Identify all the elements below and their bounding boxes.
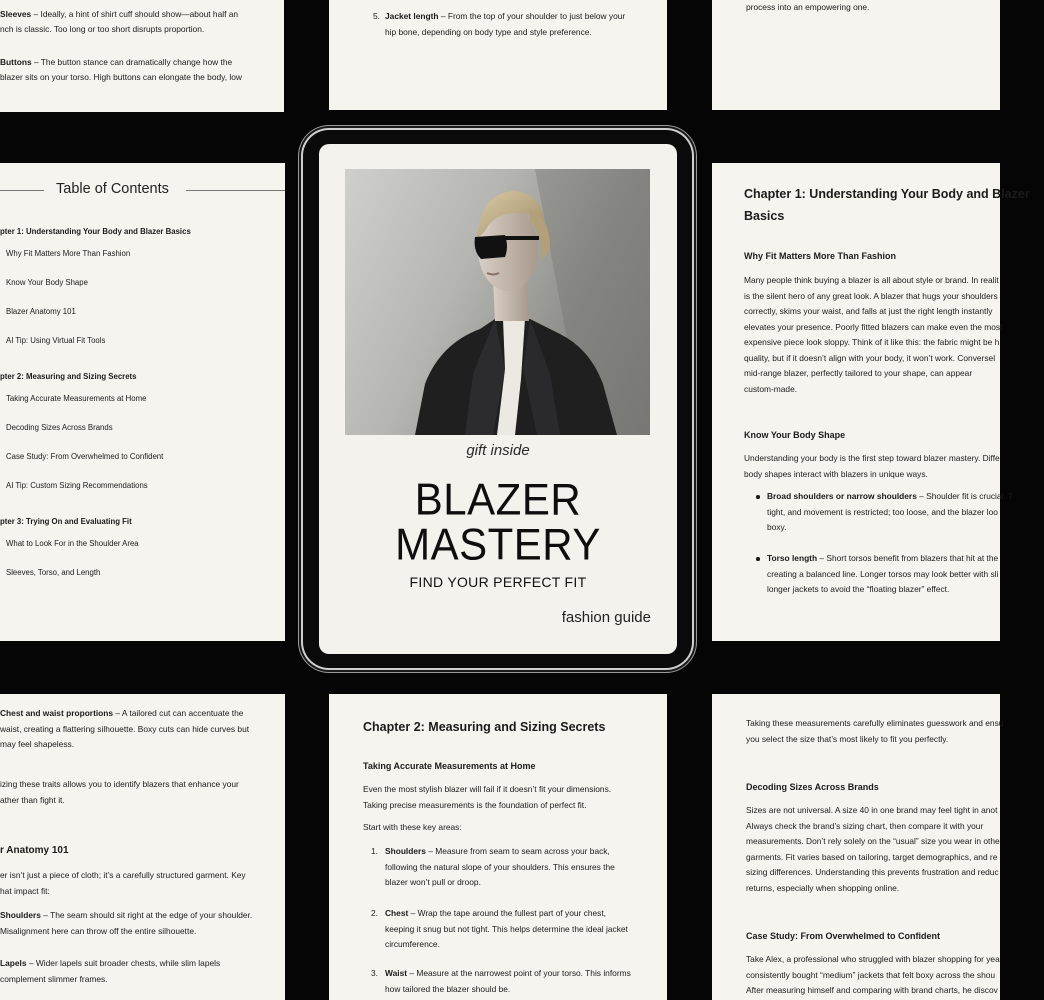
page-chapter-1 <box>712 163 1030 641</box>
section-heading: r Anatomy 101 <box>0 845 69 856</box>
section-body: Many people think buying a blazer is all about style or brand. In realit is the silent hero of any great look. A blazer that hugs your shoulders correctly, skims your waist, and falls at just the right length instantly elevates your presence. Poorly fitted blazers can make even the most expensive piece look sloppy. Think of it like this: the fabric might be h quality, but if it doesn’t align with your body, it won’t work. Conversel mid-range blazer, perfectly tailored to your shape, can appear custom-made. <box>744 275 1003 394</box>
text-block: er isn’t just a piece of cloth; it’s a carefully structured garment. Key hat impact fit: <box>0 870 246 896</box>
text-line: hip bone, depending on body type and style preference. <box>385 27 592 37</box>
text-line: nch is classic. Too long or too short disrupts proportion. <box>0 24 205 34</box>
toc-divider-left <box>0 190 44 191</box>
toc-item: AI Tip: Custom Sizing Recommendations <box>6 481 148 490</box>
cover-label: fashion guide <box>561 609 651 626</box>
text-block: Taking these measurements carefully eliminates guesswork and ensu you select the size that’s most likely to fit you perfectly. <box>746 718 1004 744</box>
model-illustration <box>345 169 650 435</box>
toc-chapter-1: pter 1: Understanding Your Body and Blazer Basics <box>0 227 191 236</box>
text-block: Take Alex, a professional who struggled with blazer shopping for yea consistently bought “medium” jackets that felt boxy across the shou After measuring himself and comparing with brand charts, he discov <box>746 954 1000 995</box>
cover-title-line1: BLAZER <box>414 474 582 525</box>
list-item: Waist – Measure at the narrowest point of your torso. This informs how tailored the blazer should be. <box>385 968 631 994</box>
toc-item: Know Your Body Shape <box>6 278 88 287</box>
tablet-frame <box>303 130 692 668</box>
text-block: Sizes are not universal. A size 40 in one brand may feel tight in anot Always check the brand’s sizing chart, then compare it with your measurements. Don’t rely solely on the “usual” size you wear in othe garments. Fit varies based on tailoring, target demographics, and re sizing differences. Understanding this prevents frustration and reduc returns, especially when shopping online. <box>746 805 1000 893</box>
toc-item: Sleeves, Torso, and Length <box>6 568 101 577</box>
page-table-of-contents <box>0 163 285 641</box>
page-bottom-right <box>712 694 1004 1000</box>
text-line: blazer sits on your torso. High buttons can elongate the body, low <box>0 72 242 82</box>
toc-chapter-2: pter 2: Measuring and Sizing Secrets <box>0 372 137 381</box>
toc-divider-right <box>186 190 285 191</box>
text-line: Start with these key areas: <box>363 822 462 832</box>
text-line: Jacket length – From the top of your shoulder to just below your <box>385 11 626 21</box>
page-top-middle <box>329 0 667 110</box>
section-heading: Decoding Sizes Across Brands <box>746 782 879 792</box>
toc-item: What to Look For in the Shoulder Area <box>6 539 139 548</box>
text-block: Shoulders – The seam should sit right at the edge of your shoulder. Misalignment here can throw off the entire silhouette. <box>0 910 253 936</box>
section-heading: Know Your Body Shape <box>744 430 846 440</box>
section-body: Understanding your body is the first step toward blazer mastery. Diffe body shapes interact with blazers in unique ways. <box>744 453 1000 479</box>
list-number: 1. <box>371 846 378 856</box>
page-top-right <box>712 0 1000 110</box>
list-item: Shoulders – Measure from seam to seam across your back, following the natural slope of your shoulders. This ensures the blazer won’t pull or droop. <box>385 846 615 887</box>
toc-item: AI Tip: Using Virtual Fit Tools <box>6 336 106 345</box>
page-chapter-2 <box>329 694 667 1000</box>
list-number: 3. <box>371 968 378 978</box>
toc-title: Table of Contents <box>56 181 169 197</box>
toc-item: Why Fit Matters More Than Fashion <box>6 249 131 258</box>
toc-chapter-3: pter 3: Trying On and Evaluating Fit <box>0 517 132 526</box>
text-block: Chest and waist proportions – A tailored cut can accentuate the waist, creating a flattering silhouette. Boxy cuts can hide curves but may feel shapeless. <box>0 708 250 749</box>
intro-text: Even the most stylish blazer will fail if it doesn’t fit your dimensions. Taking precise measurements is the foundation of perfect fit. <box>363 784 612 810</box>
bullet <box>756 557 760 561</box>
list-number: 5. <box>373 11 380 21</box>
toc-item: Case Study: From Overwhelmed to Confident <box>6 452 164 461</box>
toc-item: Decoding Sizes Across Brands <box>6 423 113 432</box>
bullet-item: Torso length – Short torsos benefit from blazers that hit at the creating a balanced line. Longer torsos may look better with sli longer jackets to avoid the “floating blazer” effect. <box>767 553 999 594</box>
section-heading: Taking Accurate Measurements at Home <box>363 761 536 771</box>
cover-photo <box>345 169 650 435</box>
section-heading: Why Fit Matters More Than Fashion <box>744 251 897 261</box>
text-line: Sleeves – Ideally, a hint of shirt cuff should show—about half an <box>0 9 239 19</box>
cover-gift-text: gift inside <box>466 442 530 459</box>
page-top-left <box>0 0 284 112</box>
toc-item: Blazer Anatomy 101 <box>6 307 76 316</box>
text-block: Lapels – Wider lapels suit broader chests, while slim lapels complement slimmer frames. <box>0 958 221 984</box>
cover-screen <box>319 144 677 654</box>
text-line: Buttons – The button stance can dramatically change how the <box>0 57 233 67</box>
chapter-title: Basics <box>744 209 785 223</box>
bullet <box>756 495 760 499</box>
cover-title-line2: MASTERY <box>395 519 601 570</box>
chapter-title: Chapter 1: Understanding Your Body and Blazer <box>744 187 1030 201</box>
list-item: Chest – Wrap the tape around the fullest part of your chest, keeping it snug but not tight. This helps determine the ideal jacket circumference. <box>385 908 628 949</box>
list-number: 2. <box>371 908 378 918</box>
chapter-title: Chapter 2: Measuring and Sizing Secrets <box>363 720 606 734</box>
section-heading: Case Study: From Overwhelmed to Confident <box>746 931 941 941</box>
bullet-item: Broad shoulders or narrow shoulders – Shoulder fit is crucial. T tight, and movement is restricted; too loose, and the blazer loo boxy. <box>767 491 1014 532</box>
text-line: process into an empowering one. <box>746 2 870 12</box>
cover-subtitle: FIND YOUR PERFECT FIT <box>409 574 587 590</box>
text-block: izing these traits allows you to identify blazers that enhance your ather than fight it. <box>0 779 239 805</box>
toc-item: Taking Accurate Measurements at Home <box>6 394 147 403</box>
page-bottom-left <box>0 694 285 1000</box>
